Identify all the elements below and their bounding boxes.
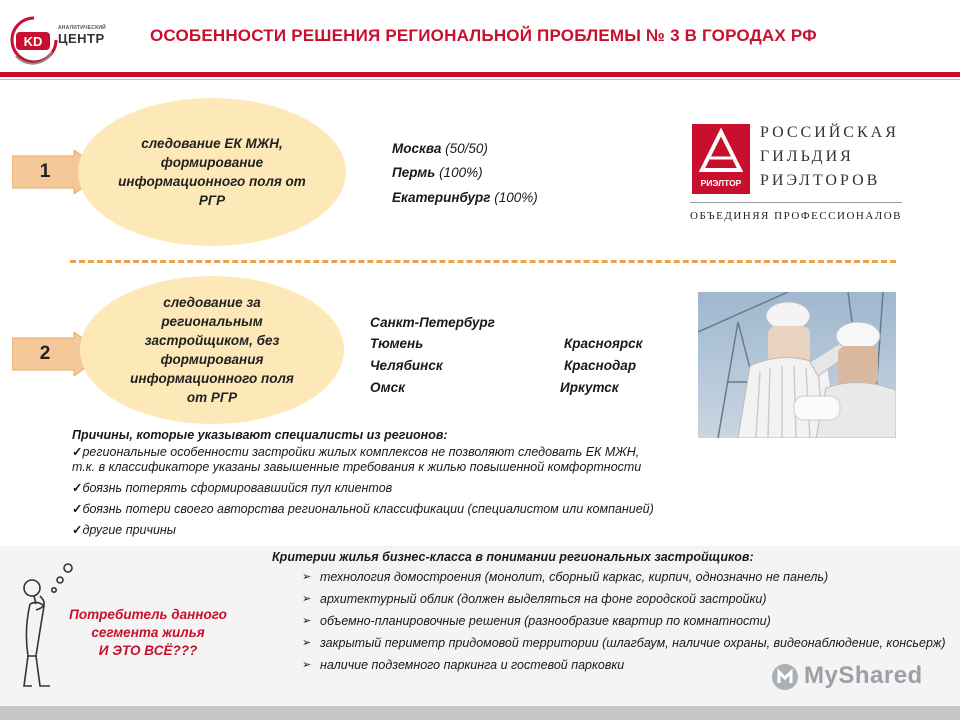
rgr-line-3: РИЭЛТОРОВ: [760, 172, 881, 189]
rgr-divider: [690, 202, 902, 203]
check-icon: ✓: [72, 445, 83, 459]
city-saint-petersburg: Санкт-Петербург: [370, 315, 495, 330]
city-moscow: Москва (50/50): [392, 141, 488, 156]
rgr-subtitle: ОБЪЕДИНЯЯ ПРОФЕССИОНАЛОВ: [690, 210, 903, 222]
check-icon: ✓: [72, 523, 83, 537]
reasons-item-1: ✓региональные особенности застройки жилых комплексов не позволяют следовать ЕК МЖН, т.к. в классификаторе указаны завышенные требования к жилью повышенной комфортности: [72, 445, 642, 474]
header-red-bar: [0, 72, 960, 77]
arrow-bullet-icon: ➢: [302, 637, 312, 649]
builders-photo-icon: [698, 292, 896, 438]
kd-center-logo: [6, 12, 126, 68]
reasons-item-2: ✓боязнь потерять сформировавшийся пул клиентов: [72, 481, 393, 495]
arrow-bullet-icon: ➢: [302, 615, 312, 627]
arrow-bullet-icon: ➢: [302, 593, 312, 605]
city-omsk: Омск: [370, 380, 406, 395]
logo-big-text: ЦЕНТР: [58, 31, 105, 46]
rgr-emblem-icon: [692, 124, 750, 194]
criteria-item-3: ➢ объемно-планировочные решения (разнообразие квартир по комнатности): [302, 614, 771, 628]
section-1-ellipse: [78, 98, 346, 246]
check-icon: ✓: [72, 481, 83, 495]
section-2-ellipse-text: следование за региональным застройщиком, без формирования информационного поля от РГР: [130, 295, 294, 405]
city-irkutsk: Иркутск: [560, 380, 619, 395]
arrow-bullet-icon: ➢: [302, 571, 312, 583]
rgr-line-1: РОССИЙСКАЯ: [760, 124, 899, 141]
header-grey-line: [0, 79, 960, 80]
section-2-ellipse: [80, 276, 344, 424]
reasons-heading: Причины, которые указывают специалисты из регионов:: [72, 428, 448, 442]
arrow-bullet-icon: ➢: [302, 659, 312, 671]
rgr-badge-text: РИЭЛТОР: [700, 178, 742, 188]
consumer-line-1: Потребитель данного: [69, 607, 227, 622]
city-ekaterinburg: Екатеринбург (100%): [392, 190, 538, 205]
consumer-caption: [40, 606, 256, 660]
criteria-item-5: ➢ наличие подземного паркинга и гостевой парковки: [302, 658, 625, 672]
consumer-line-2: сегмента жилья: [91, 625, 205, 640]
kd-logo-icon: [6, 12, 62, 68]
myshared-logo-icon: [770, 662, 800, 692]
watermark-text: MyShared: [804, 662, 923, 689]
section-divider: [70, 260, 896, 263]
reasons-block: [72, 428, 772, 544]
rgr-logo: [690, 120, 910, 230]
page-title: ОСОБЕННОСТИ РЕШЕНИЯ РЕГИОНАЛЬНОЙ ПРОБЛЕМЫ № 3 В ГОРОДАХ РФ: [150, 26, 817, 45]
criteria-item-4: ➢ закрытый периметр придомовой территории (шлагбаум, наличие охраны, видеонаблюдение, консьерж): [302, 636, 946, 650]
footer-bar: [0, 706, 960, 720]
check-icon: ✓: [72, 502, 83, 516]
reasons-item-1-continued: т.к. в классификаторе указаны завышенные требования к жилью повышенной комфортности: [72, 460, 642, 474]
consumer-line-3: И ЭТО ВСЁ???: [98, 643, 198, 658]
logo-small-text: АНАЛИТИЧЕСКИЙ: [58, 25, 106, 31]
criteria-heading: Критерии жилья бизнес-класса в понимании региональных застройщиков:: [272, 550, 754, 564]
rgr-line-2: ГИЛЬДИЯ: [760, 148, 854, 165]
section-1-number: 1: [39, 161, 51, 182]
reasons-item-3: ✓боязнь потери своего авторства региональной классификации (специалистом или компанией): [72, 502, 654, 516]
city-chelyabinsk: Челябинск: [370, 358, 443, 373]
builders-photo: [698, 292, 896, 438]
city-perm: Пермь (100%): [392, 165, 483, 180]
city-krasnodar: Краснодар: [564, 358, 637, 373]
myshared-watermark: [770, 660, 940, 692]
section-1-ellipse-text: следование ЕК МЖН, формирование информационного поля от РГР: [118, 136, 306, 208]
criteria-item-2: ➢ архитектурный облик (должен выделяться на фоне городской застройки): [302, 592, 767, 606]
criteria-item-1: ➢ технология домостроения (монолит, сборный каркас, кирпич, однозначно не панель): [302, 570, 829, 584]
logo-mark: KD: [23, 34, 43, 49]
section-2-number: 2: [39, 343, 51, 364]
city-tyumen: Тюмень: [370, 336, 424, 351]
reasons-item-4: ✓другие причины: [72, 523, 177, 537]
city-krasnoyarsk: Красноярск: [564, 336, 643, 351]
